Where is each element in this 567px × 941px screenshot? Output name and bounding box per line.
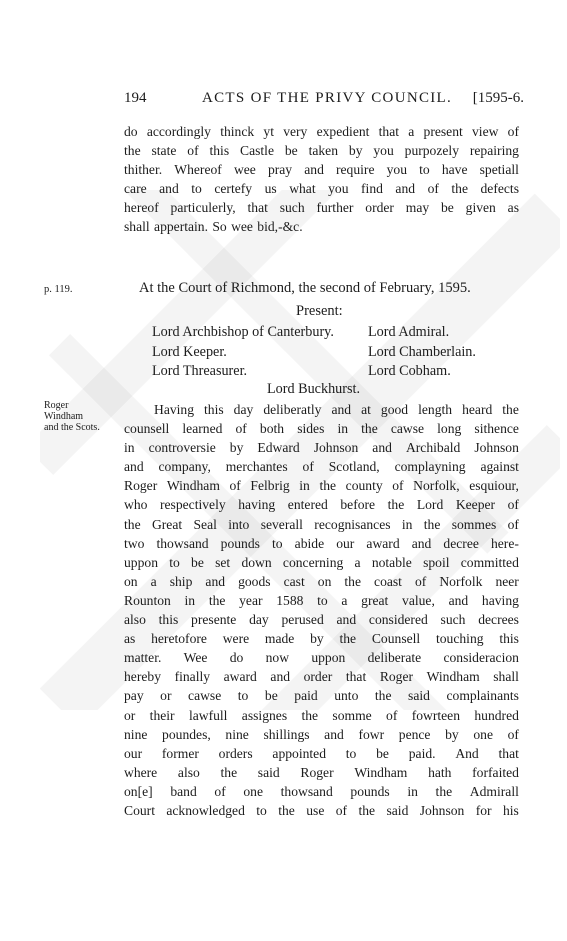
lord-name: Lord Chamberlain. xyxy=(368,343,476,360)
text-line: who respectively having entered before the Lord Keeper of xyxy=(124,497,519,513)
text-line: on[e] band of one thowsand pounds in the Admirall xyxy=(124,783,519,799)
text-line: or their lawfull assignes the somme of fowrteen hundred xyxy=(124,707,519,723)
running-title: ACTS OF THE PRIVY COUNCIL. xyxy=(202,90,453,106)
text-line: matter. Wee do now uppon deliberate consideracion xyxy=(124,650,519,666)
page-reference: p. 119. xyxy=(44,284,73,295)
text-line: Having this day deliberatly and at good length heard the xyxy=(154,402,519,417)
text-line: do accordingly thinck yt very expedient that a present view of xyxy=(124,124,519,139)
lord-name: Lord Threasurer. xyxy=(152,363,248,379)
text-line: Court acknowledged to the use of the said Johnson for his xyxy=(124,802,519,818)
lord-name: Lord Cobham. xyxy=(368,363,451,379)
lord-name: Lord Buckhurst. xyxy=(267,381,360,397)
side-note-line: and the Scots. xyxy=(44,422,100,433)
side-note-line: Roger xyxy=(44,400,69,411)
running-header xyxy=(124,90,524,112)
text-line: our former orders appointed to be paid. And that xyxy=(124,745,519,761)
text-line: counsell learned of both sides in the cawse long sithence xyxy=(124,421,519,437)
side-note xyxy=(44,400,100,433)
text-line: and company, merchantes of Scotland, complayning against xyxy=(124,459,519,475)
running-year: [1595-6. xyxy=(472,90,524,106)
text-line: hereby finally award and order that Roger Windham shall xyxy=(124,669,519,685)
lord-name: Lord Archbishop of Canterbury. xyxy=(152,324,334,340)
text-line: pay or cawse to be paid unto the said complainants xyxy=(124,688,519,704)
lords-row xyxy=(152,323,512,343)
text-line: on a ship and goods cast on the coast of Norfolk neer xyxy=(124,573,519,589)
text-line: shall appertain. So wee bid,-&c. xyxy=(124,219,303,235)
page-number: 194 xyxy=(124,90,147,106)
text-line: hereof particulerly, that such further order may be given as xyxy=(124,200,519,216)
top-paragraph xyxy=(124,122,519,237)
lords-row xyxy=(152,362,512,382)
text-line: in controversie by Edward Johnson and Archibald Johnson xyxy=(124,440,519,456)
text-line: Roger Windham of Felbrig in the county of Norfolk, esquiour, xyxy=(124,478,519,494)
text-line: also this presente day perused and considered such decrees xyxy=(124,612,519,628)
text-line: care and to certefy us what you find and of the defects xyxy=(124,181,519,197)
main-paragraph xyxy=(124,400,519,820)
text-line: uppon to be set down concerning a notable spoil committed xyxy=(124,554,519,570)
lords-list xyxy=(152,323,512,382)
text-line: thither. Whereof wee pray and require you to have spetiall xyxy=(124,162,519,178)
text-line: two thowsand pounds to abide our award and decree here- xyxy=(124,535,519,551)
side-note-line: Windham xyxy=(44,411,84,422)
present-label: Present: xyxy=(296,303,343,319)
text-line: Rounton in the year 1588 to a great value, and having xyxy=(124,592,519,608)
court-heading: At the Court of Richmond, the second of February, 1595. xyxy=(139,280,471,296)
lords-row xyxy=(152,343,512,363)
lord-name: Lord Keeper. xyxy=(152,343,227,360)
text-line: as heretofore were made by the Counsell touching this xyxy=(124,631,519,647)
text-line: the Great Seal into severall recognisances in the sommes of xyxy=(124,516,519,532)
text-line: the state of this Castle be taken by you purpozely repairing xyxy=(124,143,519,159)
text-line: nine poundes, nine shillings and fowr pence by one of xyxy=(124,726,519,742)
text-line: where also the said Roger Windham hath forfaited xyxy=(124,764,519,780)
lord-name: Lord Admiral. xyxy=(368,324,450,340)
